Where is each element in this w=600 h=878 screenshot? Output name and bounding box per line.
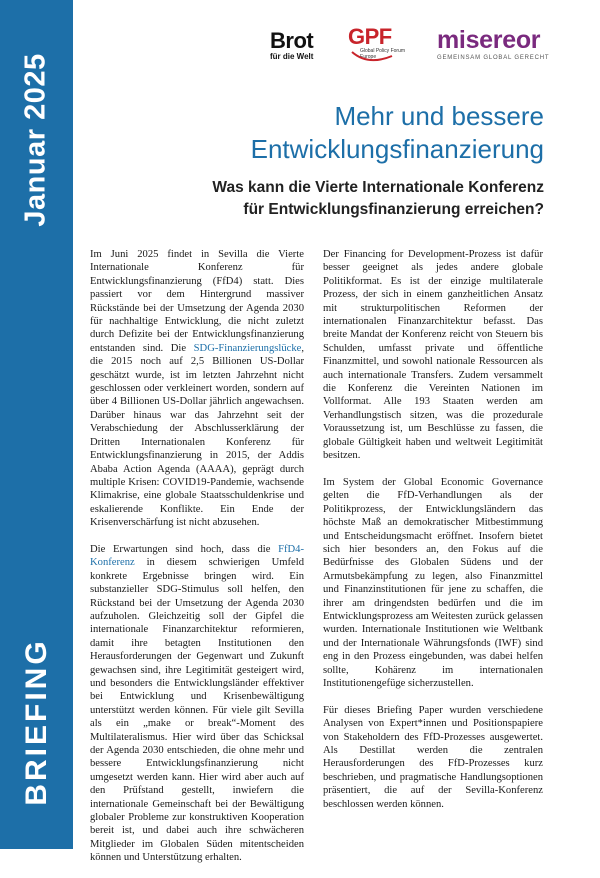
- sidebar: [0, 0, 73, 849]
- paragraph: [90, 248, 304, 530]
- gpf-logo: [348, 26, 412, 68]
- gpf-logo-sub: Global Policy Forum Europe: [360, 48, 406, 60]
- subtitle-line-1: Was kann die Vierte Internationale Konferenz: [212, 179, 544, 196]
- gpf-logo-name: GPF: [348, 24, 392, 49]
- ffd4-konferenz-link[interactable]: FfD4-Konferenz: [90, 543, 304, 569]
- page-title: [251, 100, 544, 166]
- paragraph: Für dieses Briefing Paper wurden verschiedene Analysen von Expert*innen und Positionspapiere von Stakeholdern des FfD-Prozesses ausgewertet. Als Destillat werden die zentralen Herausforderungen des FfD-Prozesses kurz beschrieben, und pragmatische Handlungsoptionen präsentiert, die auf der Sevilla-Konferenz beschlossen werden können.: [323, 704, 543, 810]
- page-subtitle: [212, 177, 544, 221]
- misereor-logo: [437, 28, 549, 61]
- paragraph: Im System der Global Economic Governance gelten die FfD-Verhandlungen als der Politikprozess, der Entwicklungsländern das höchste Maß an demokratischer Mitbestimmung und Entscheidungsmacht eröffnet. Insofern bietet sich hier besonders an, den Fokus auf die Bedürfnisse des Globalen Südens und der Armutsbekämpfung zu legen, also Finanzmittel und Finanzinstitutionen für jene zu schaffen, die ihrer am dringendsten bedürfen und die im Entwicklungsprozess am Weitesten zurück gelassen wurden. Internationale Institutionen wie Weltbank und der Internationale Währungsfonds (IWF) sind eng in den Prozess eingebunden, was dabei helfen sollte, Kohärenz im internationalen Institutionengefüge sicherzustellen.: [323, 476, 543, 689]
- paragraph-text: in diesem schwierigen Umfeld konkrete Ergebnisse bringen wird. Ein substanzieller SDG-Stimulus soll helfen, den Rückstand bei der Umsetzung der Agenda 2030 aufzuholen. Gleichzeitig soll der Gipfel die internationale Finanzarchitektur reformieren, damit ihre betagten Institutionen den Herausforderungen der Gegenwart und Zukunft gewachsen sind, ihre Legitimität gesteigert wird, und besonders die Entwicklungsländer effektiver bei Entwicklung und Krisenbewältigung unterstützt werden können. Für viele gilt Sevilla als ein „make or break“-Moment des Multilateralismus. Hier wird über das Schicksal der Agenda 2030 entschieden, die ohne mehr und bessere Entwicklungsfinanzierung nicht umgesetzt werden kann. Hier wird aber auch auf den Prüfstand gestellt, inwiefern die internationale Gemeinschaft bei der Bewältigung globaler Probleme zur konstruktiven Kooperation bereit ist, und dabei auch ihre schwächeren Mitglieder im Globalen Süden mitentscheiden können und Unterstützung erhalten.: [90, 557, 304, 864]
- paragraph-text: Im Juni 2025 findet in Sevilla die Vierte Internationale Konferenz für Entwicklungsfinanzierung (FfD4) statt. Dies passiert vor dem Hintergrund massiver Rückstände bei der Umsetzung der Agenda 2030 für nachhaltige Entwicklung, die nicht zuletzt durch Defizite bei der Entwicklungsfinanzierung entstanden sind. Die: [90, 249, 304, 354]
- sdg-finanzierungsluecke-link[interactable]: SDG-Finanzierungslücke: [193, 342, 302, 354]
- paragraph-text: Die Erwartungen sind hoch, dass die: [90, 543, 279, 555]
- misereor-logo-name: misereor: [437, 26, 541, 54]
- gpf-swoosh-icon: [348, 26, 412, 68]
- paragraph-text: , die 2015 noch auf 2,5 Billionen US-Dollar geschätzt wurde, ist im letzten Jahrzehnt nicht geschlossen oder verkleinert worden, sondern auf über 4 Billionen US-Dollar jährlich angewachsen. Darüber hinaus war das Jahrzehnt seit der Verabschiedung der Abschlusserklärung der Dritten Internationalen Konferenz für Entwicklungsfinanzierung in 2015, der Addis Ababa Action Agenda (AAAA), geprägt durch multiple Krisen: COVID19-Pandemie, wachsende Klimakrise, eine globale Staatsschuldenkrise und eskalierende Konflikte. Ein Ende der Krisenverschärfung ist nicht abzusehen.: [90, 342, 304, 529]
- brot-logo-name: Brot: [270, 28, 314, 53]
- publisher-logos: [270, 22, 570, 70]
- publication-date: Januar 2025: [19, 53, 52, 227]
- body-column-right: [323, 248, 543, 824]
- body-column-left: [90, 248, 304, 878]
- title-line-1: Mehr und bessere: [334, 101, 544, 131]
- subtitle-line-2: für Entwicklungsfinanzierung erreichen?: [243, 201, 544, 218]
- paragraph: [90, 543, 304, 865]
- title-line-2: Entwicklungsfinanzierung: [250, 134, 544, 164]
- brot-fuer-die-welt-logo: [270, 30, 313, 61]
- paragraph: Der Financing for Development-Prozess ist dafür besser geeignet als jedes andere globale Politikformat. Es ist der einzige multilaterale Prozess, der sich in einem ganzheitlichen Ansatz mit strukturpolitischen Reformen der internationalen Finanzarchitektur befasst. Das breite Mandat der Konferenz reicht von Steuern bis Schulden, umfasst private und öffentliche Finanzmittel, und sowohl nationale Ressourcen als auch internationale Transfers. Zudem versammelt die Konferenz die Vereinten Nationen im Vollformat. Alle 193 Staaten werden am Verhandlungstisch sitzen, was die prozedurale Voraussetzung ist, um Beschlüsse zu fassen, die globale Gültigkeit haben und weltweit Legitimität besitzen.: [323, 249, 543, 462]
- brot-logo-sub: für die Welt: [270, 52, 314, 61]
- misereor-logo-tag: GEMEINSAM GLOBAL GERECHT: [437, 55, 550, 61]
- document-type: BRIEFING: [20, 638, 53, 806]
